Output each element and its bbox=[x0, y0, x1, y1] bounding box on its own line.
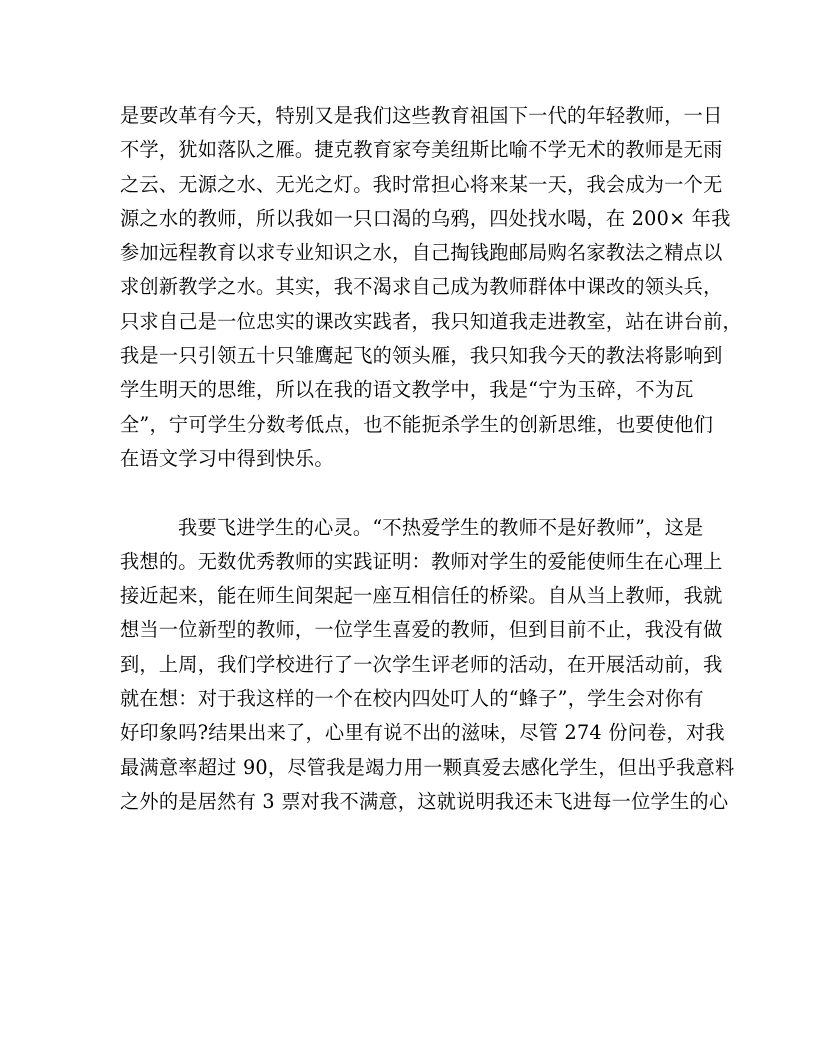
paragraph-gap bbox=[120, 476, 705, 510]
text-line: 源之水的教师，所以我如一只口渴的乌鸦，四处找水喝，在 200× 年我 bbox=[120, 206, 731, 230]
body-text bbox=[120, 99, 742, 819]
text-line: 之云、无源之水、无光之灯。我时常担心将来某一天，我会成为一个无 bbox=[120, 172, 723, 196]
text-line: 是要改革有今天，特别又是我们这些教育祖国下一代的年轻教师，一日 bbox=[120, 104, 723, 127]
text-line: 我是一只引领五十只雏鹰起飞的领头雁，我只知我今天的教法将影响到 bbox=[120, 344, 723, 368]
text-line: 我想的。无数优秀教师的实践证明：教师对学生的爱能使师生在心理上 bbox=[120, 549, 723, 573]
text-line: 求创新教学之水。其实，我不渴求自己成为教师群体中课改的领头兵， bbox=[120, 275, 723, 299]
text-line: 只求自己是一位忠实的课改实践者，我只知道我走进教室，站在讲台前， bbox=[120, 309, 742, 333]
text-line: 好印象吗?结果出来了，心里有说不出的滋味，尽管 274 份问卷，对我 bbox=[120, 721, 725, 745]
text-line: 最满意率超过 90，尽管我是竭力用一颗真爱去感化学生，但出乎我意料 bbox=[120, 755, 735, 779]
text-line: 就在想：对于我这样的一个在校内四处叮人的“蜂子”，学生会对你有 bbox=[120, 687, 704, 711]
text-line: 不学，犹如落队之雁。捷克教育家夸美纽斯比喻不学无术的教师是无雨 bbox=[120, 138, 723, 162]
text-line: 全”，宁可学生分数考低点，也不能扼杀学生的创新思维，也要使他们 bbox=[120, 412, 714, 436]
text-line: 学生明天的思维，所以在我的语文教学中，我是“宁为玉碎，不为瓦 bbox=[120, 378, 694, 402]
paragraph-2 bbox=[120, 511, 735, 820]
text-line-indented: 我要飞进学生的心灵。“不热爱学生的教师不是好教师”，这是 bbox=[178, 515, 704, 539]
text-line: 到，上周，我们学校进行了一次学生评老师的活动，在开展活动前，我 bbox=[120, 652, 723, 676]
paragraph-1 bbox=[120, 99, 742, 476]
text-line: 在语文学习中得到快乐。 bbox=[120, 446, 334, 470]
text-line: 接近起来，能在师生间架起一座互相信任的桥梁。自从当上教师，我就 bbox=[120, 584, 723, 608]
text-line: 想当一位新型的教师，一位学生喜爱的教师，但到目前不止，我没有做 bbox=[120, 618, 723, 642]
text-line: 之外的是居然有 3 票对我不满意，这就说明我还未飞进每一位学生的心 bbox=[120, 789, 729, 813]
text-line: 参加远程教育以求专业知识之水，自己掏钱跑邮局购名家教法之精点以 bbox=[120, 241, 723, 265]
